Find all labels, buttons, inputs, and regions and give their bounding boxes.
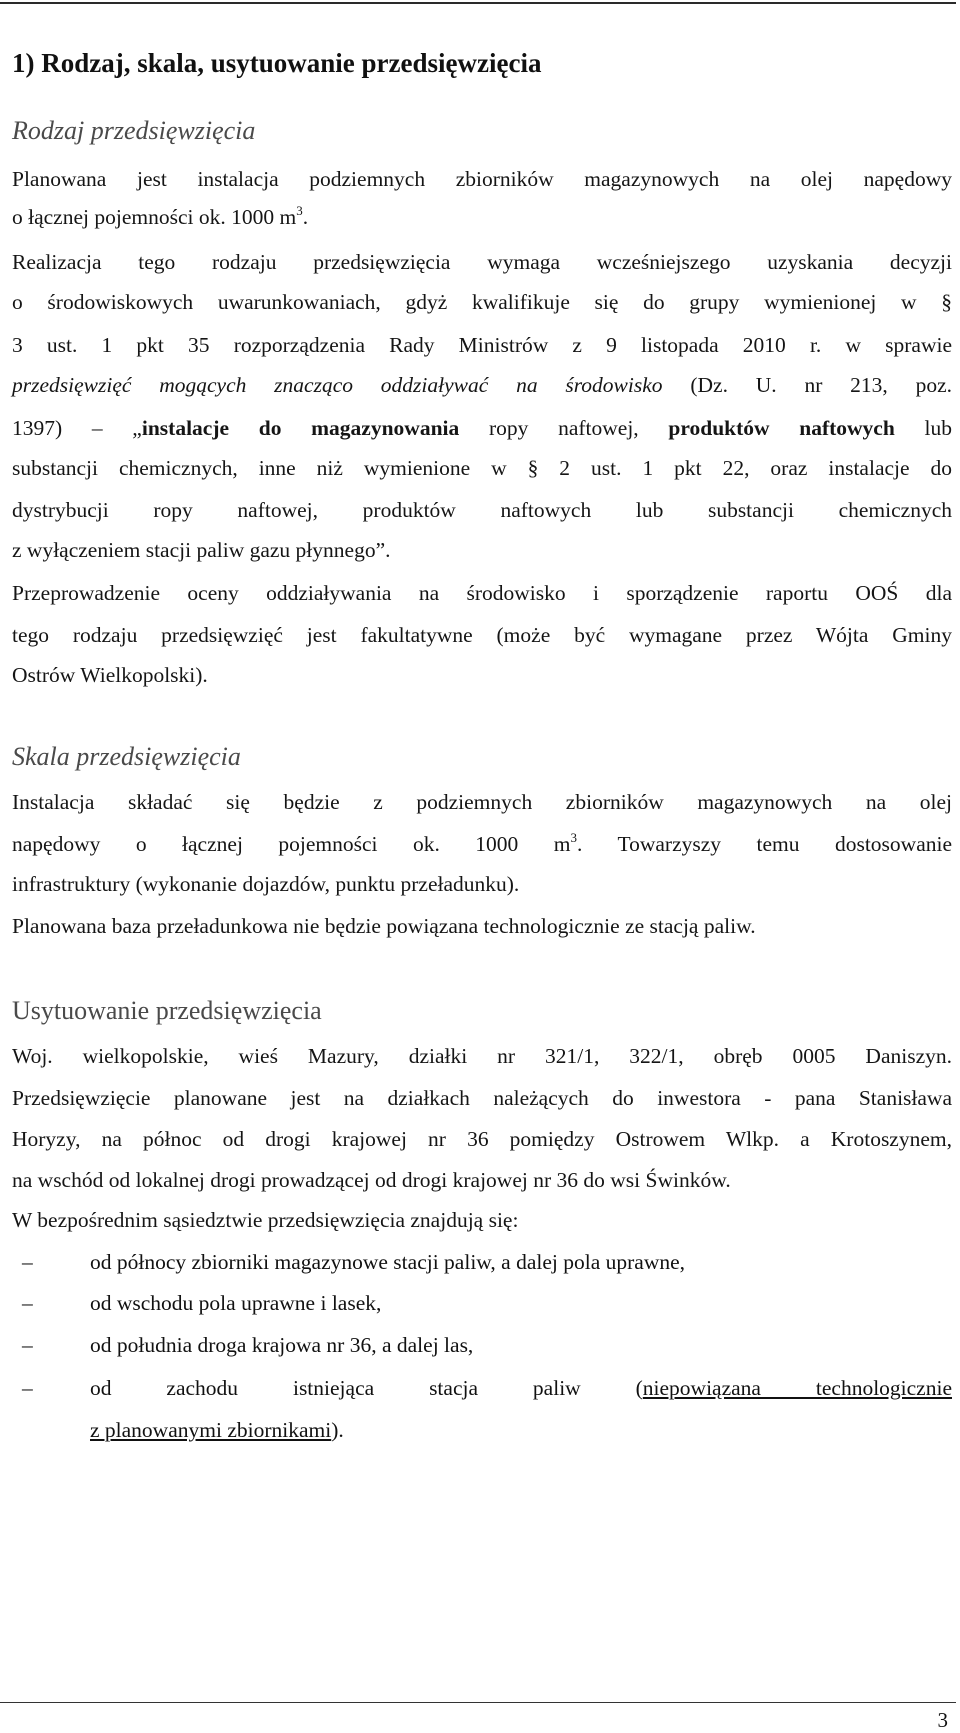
text-line: Planowana jest instalacja podziemnych zbiorników magazynowych na olej napędowy — [12, 167, 952, 191]
text-line: Przedsięwzięcie planowane jest na działkach należących do inwestora - pana Stanisława — [12, 1086, 952, 1110]
text-line: o łącznej pojemności ok. 1000 $m^3$. — [12, 203, 309, 229]
text-line: Realizacja tego rodzaju przedsięwzięcia wymaga wcześniejszego uzyskania decyzji — [12, 250, 952, 274]
text-line: tego rodzaju przedsięwzięć jest fakultatywne (może być wymagane przez Wójta Gminy — [12, 623, 952, 647]
dash-bullet: – — [22, 1333, 33, 1357]
dash-bullet: – — [22, 1250, 33, 1274]
dash-bullet: – — [22, 1291, 33, 1315]
text-line: 3 ust. 1 pkt 35 rozporządzenia Rady Ministrów z 9 listopada 2010 r. w sprawie — [12, 333, 952, 357]
footer-rule — [0, 1702, 956, 1703]
text-line: przedsięwzięć mogących znacząco oddziaływać na środowisko (Dz. U. nr 213, poz. — [12, 373, 952, 397]
page-number: 3 — [937, 1708, 948, 1732]
dash-bullet: – — [22, 1376, 33, 1400]
section-title-usytuowanie: Usytuowanie przedsięwzięcia — [12, 996, 322, 1025]
text-line: W bezpośrednim sąsiedztwie przedsięwzięcia znajdują się: — [12, 1208, 519, 1232]
text-line: o środowiskowych uwarunkowaniach, gdyż kwalifikuje się do grupy wymienionej w § — [12, 290, 952, 314]
text-line: substancji chemicznych, inne niż wymienione w § 2 ust. 1 pkt 22, oraz instalacje do — [12, 456, 952, 480]
text-line: Woj. wielkopolskie, wieś Mazury, działki nr 321/1, 322/1, obręb 0005 Daniszyn. — [12, 1044, 952, 1068]
section-title-skala: Skala przedsięwzięcia — [12, 742, 241, 771]
text-line: Horyzy, na północ od drogi krajowej nr 36 pomiędzy Ostrowem Wlkp. a Krotoszynem, — [12, 1127, 952, 1151]
chapter-heading: 1) Rodzaj, skala, usytuowanie przedsięwzięcia — [12, 48, 542, 78]
top-rule — [0, 2, 956, 4]
text-line: Instalacja składać się będzie z podziemnych zbiorników magazynowych na olej — [12, 790, 952, 814]
text-line: na wschód od lokalnej drogi prowadzącej od drogi krajowej nr 36 do wsi Świnków. — [12, 1168, 731, 1192]
text-line: Planowana baza przeładunkowa nie będzie powiązana technologicznie ze stacją paliw. — [12, 914, 756, 938]
text-line: Ostrów Wielkopolski). — [12, 663, 208, 687]
section-title-rodzaj: Rodzaj przedsięwzięcia — [12, 116, 256, 145]
text-line: infrastruktury (wykonanie dojazdów, punktu przeładunku). — [12, 872, 520, 896]
text-line: Przeprowadzenie oceny oddziaływania na środowisko i sporządzenie raportu OOŚ dla — [12, 581, 952, 605]
text-line: 1397) – „instalacje do magazynowania ropy naftowej, produktów naftowych lub — [12, 416, 952, 440]
text-line: napędowy o łącznej pojemności ok. 1000 $m^3$. Towarzyszy temu dostosowanie — [12, 830, 952, 856]
text-line: dystrybucji ropy naftowej, produktów naftowych lub substancji chemicznych — [12, 498, 952, 522]
text-line: z wyłączeniem stacji paliw gazu płynnego”. — [12, 538, 391, 562]
